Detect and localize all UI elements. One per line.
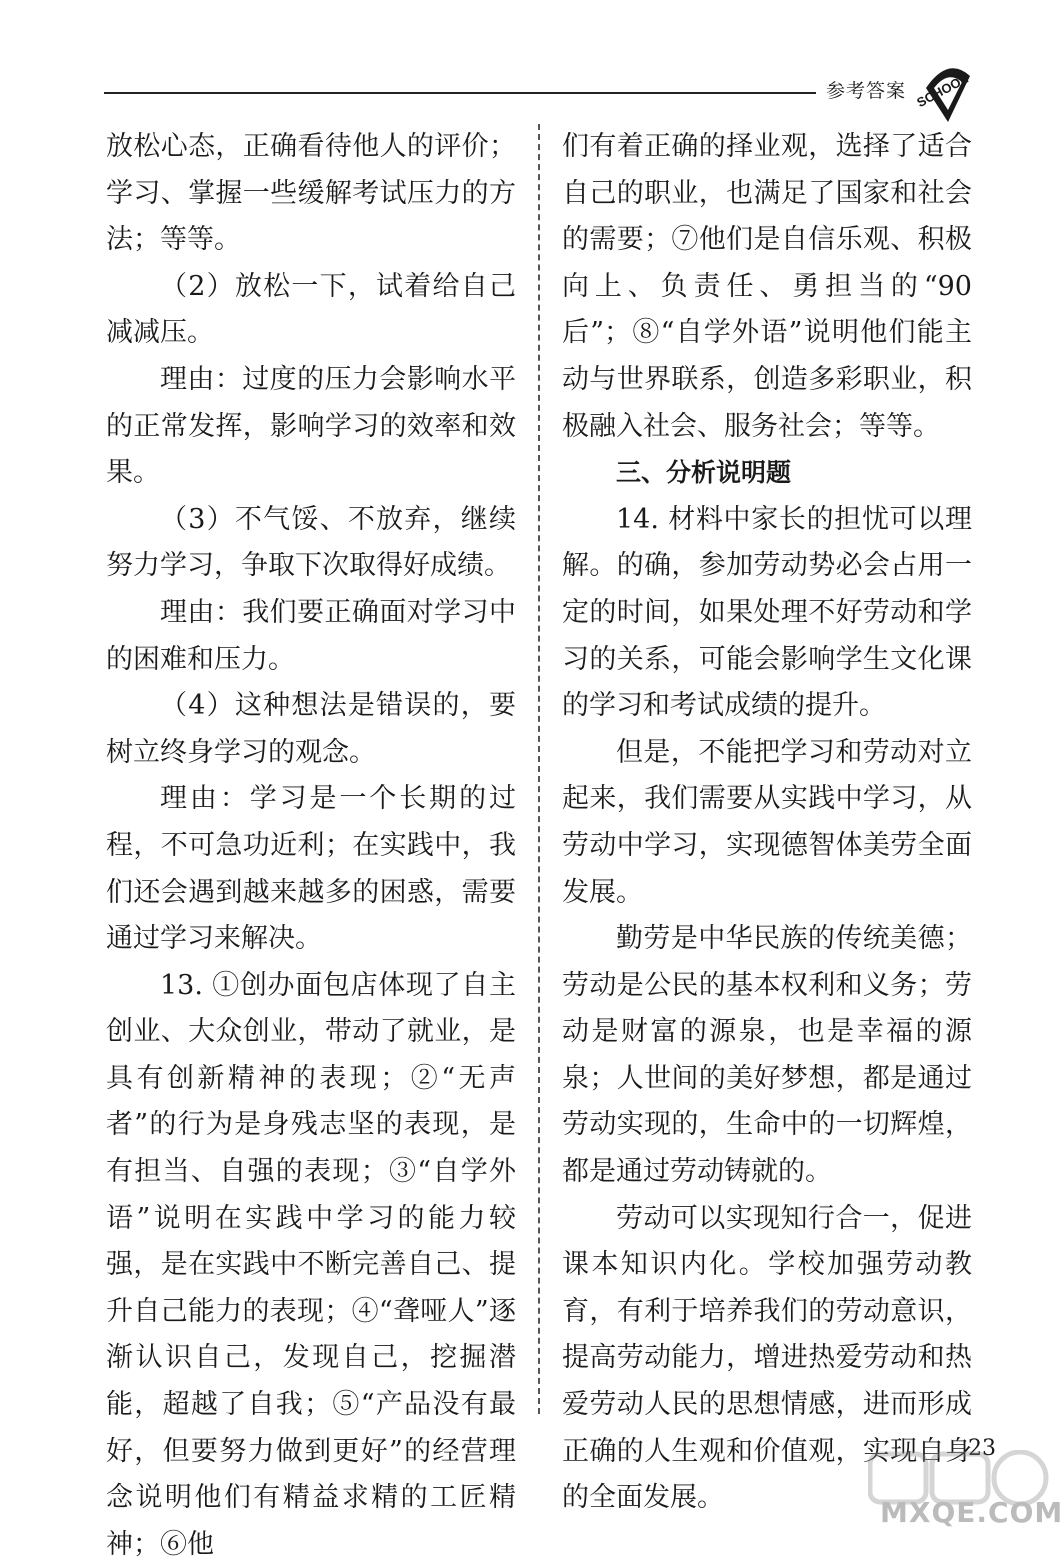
page-number: 23 — [968, 1436, 996, 1461]
watermark-text: MXQE.COM — [880, 1496, 1064, 1529]
header-rule — [104, 92, 816, 94]
paragraph: （4）这种想法是错误的，要树立终身学习的观念。 — [106, 690, 516, 768]
svg-text:SCHOOL: SCHOOL — [914, 70, 971, 111]
paragraph: 13. ①创办面包店体现了自主创业、大众创业，带动了就业，是具有创新精神的表现；②“无声者”的行为是身残志坚的表现，是有担当、自强的表现；③“自学外语”说明在实践中学习的能力较强，是在实践中不断完善自己、提升自己能力的表现；④“聋哑人”逐渐认识自己，发现自己，挖掘潜能，超越了自我；⑤“产品没有最好，但要努力做到更好”的经营理念说明他们有精益求精的工匠精神；⑥他 — [106, 969, 516, 1560]
section-heading: 三、分析说明题 — [616, 458, 792, 488]
paragraph: 们有着正确的择业观，选择了适合自己的职业，也满足了国家和社会的需要；⑦他们是自信乐观、积极向上、负责任、勇担当的“90后”；⑧“自学外语”说明他们能主动与世界联系，创造多彩职业，积极融入社会、服务社会；等等。 — [562, 131, 972, 442]
left-column — [106, 124, 516, 1568]
paragraph: 勤劳是中华民族的传统美德；劳动是公民的基本权利和义务；劳动是财富的源泉，也是幸福的源泉；人世间的美好梦想，都是通过劳动实现的，生命中的一切辉煌，都是通过劳动铸就的。 — [562, 923, 972, 1188]
paragraph: 理由：学习是一个长期的过程，不可急功近利；在实践中，我们还会遇到越来越多的困惑，需要通过学习来解决。 — [106, 783, 516, 955]
paragraph: 理由：过度的压力会影响水平的正常发挥，影响学习的效率和效果。 — [106, 363, 516, 489]
paragraph: 劳动可以实现知行合一，促进课本知识内化。学校加强劳动教育，有利于培养我们的劳动意识，提高劳动能力，增进热爱劳动和热爱劳动人民的思想情感，进而形成正确的人生观和价值观，实现自身的全面发展。 — [562, 1202, 972, 1514]
column-divider — [538, 124, 540, 1414]
paragraph: 但是，不能把学习和劳动对立起来，我们需要从实践中学习，从劳动中学习，实现德智体美劳全面发展。 — [562, 736, 972, 908]
paragraph: （3）不气馁、不放弃，继续努力学习，争取下次取得好成绩。 — [106, 503, 516, 582]
paragraph: 放松心态，正确看待他人的评价；学习、掌握一些缓解考试压力的方法；等等。 — [106, 131, 516, 256]
header-title: 参考答案 — [826, 80, 907, 102]
school-logo-icon — [908, 58, 988, 124]
paragraph: 14. 材料中家长的担忧可以理解。的确，参加劳动势必会占用一定的时间，如果处理不好劳动和学习的关系，可能会影响学生文化课的学习和考试成绩的提升。 — [562, 503, 972, 722]
paragraph: 理由：我们要正确面对学习中的困难和压力。 — [106, 596, 516, 675]
paragraph: （2）放松一下，试着给自己减减压。 — [106, 270, 516, 349]
right-column — [562, 124, 972, 1522]
